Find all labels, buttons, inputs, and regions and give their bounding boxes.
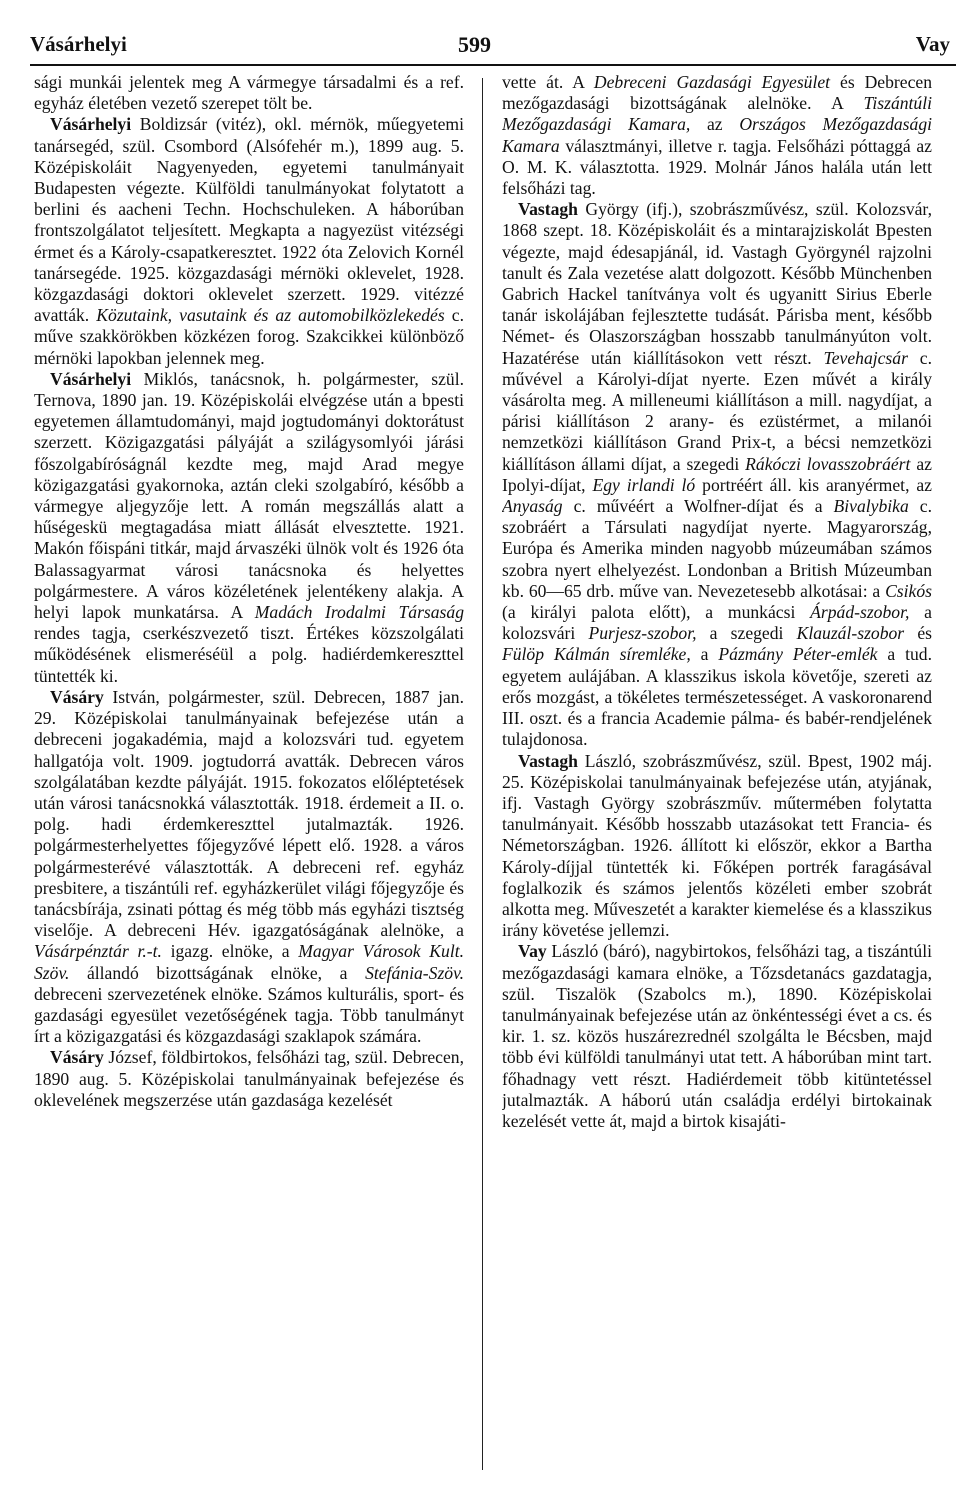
entry-headword: Vay (518, 941, 547, 962)
entry-vasarhelyi-boldizsar: Vásárhelyi Boldizsár (vitéz), okl. mérnök, műegyetemi tanársegéd, szül. Csombord (Alsófehér m.), 1899 aug. 5. Középiskoláit Nagyenyeden, egyetemi tanulmányait Budapesten végezte. Külföldi tanulmányokat folytatott a berlini és aacheni Techn. Hochschuleken. A háborúban frontszolgálatot teljesített. Megkapta a nagyezüst vitézségi érmet és a Károly-csapatkeresztet. 1922 óta Zelovich Kornél tanársegéde. 1925. közgazdasági mérnöki oklevelet, 1928. közgazdasági doktori oklevelet szerzett. 1929. vitézzé avatták. Közutaink, vasutaink és az automobilközlekedés c. műve szakkörökben közkézen forog. Szakcikkei különböző mérnöki lapokban jelennek meg. (34, 114, 464, 368)
page-header (30, 30, 956, 64)
entry-headword: Vásárhelyi (50, 114, 132, 135)
header-right-guideword: Vay (915, 32, 950, 56)
right-column (502, 72, 932, 1474)
header-left-guideword: Vásárhelyi (30, 32, 127, 56)
column-divider (482, 78, 483, 1470)
page-number: 599 (458, 32, 491, 57)
left-column (34, 72, 464, 1474)
entry-headword: Vásáry (50, 1047, 104, 1068)
header-rule (30, 64, 956, 66)
entry-vastagh-laszlo: Vastagh László, szobrászművész, szül. Bpest, 1902 máj. 25. Középiskolai tanulmányainak befejezése után, atyjának, ifj. Vastagh György szobrászműv. műtermében folytatta tanulmányait. Később hosszabb utazásokat tett Francia- és Németországban. 1926. állított ki először, ekkor a Bartha Károly-díjjal tüntették ki. Főképen portrék faragásával foglalkozik és számos jelentős közéleti ember szobrát alkotta meg. Műveszetét a karakter kiemelése és a klasszikus irány követése jellemzi. (502, 750, 932, 941)
entry-vasary-jozsef: Vásáry József, földbirtokos, felsőházi tag, szül. Debrecen, 1890 aug. 5. Középiskolai tanulmányainak befejezése és oklevelének megszerzése után gazdasága kezelését (34, 1047, 464, 1110)
entry-vay-laszlo: Vay László (báró), nagybirtokos, felsőházi tag, a tiszántúli mezőgazdasági kamara elnöke, a Tőzsdetanács gazdatagja, szül. Tiszalök (Szabolcs m.), 1890. Középiskolai tanulmányainak befejezése után az önkéntességi évet a cs. és kir. 1. sz. közös huszárezrednél szolgálta le Bécsben, majd több évi külföldi tanulmányi utat tett. A háborúban mint tart. főhadnagy vett részt. Hadiérdemeit több kitüntetéssel jutalmazták. A háború után családja erdélyi birtokainak kezelését vette át, majd a birtok kisajáti- (502, 941, 932, 1131)
dictionary-page (30, 30, 956, 1480)
entry-headword: Vastagh (518, 199, 578, 220)
entry-vasarhelyi-miklos: Vásárhelyi Miklós, tanácsnok, h. polgármester, szül. Ternova, 1890 jan. 19. Középiskolái elvégzése után a bpesti egyetemen államtudományi, majd jogtudományi doktorátust szerzett. Közigazgatási pályáját a szilágysomlyói járási főszolgabíróságnál kezdte meg, majd Arad megye közigazgatási gyakornoka, aztán cleki szolgabíró, később a vármegye aljegyzője lett. A román megszállás alatt a hűségeskü megtagadása miatt állását elvesztette. 1921. Makón főispáni titkár, majd árvaszéki ülnök volt és 1926 óta Balassagyarmat városi tanácsnoka és helyettes polgármestere. A város közéletének jelentékeny alakja. A helyi lapok munkatársa. A Madách Irodalmi Társaság rendes tagja, cserkészvezető tiszt. Értékes közszolgálati működésének elismeréséül a polg. hadiérdemkereszttel tüntették ki. (34, 368, 464, 686)
entry-headword: Vásáry (50, 686, 104, 707)
entry-headword: Vásárhelyi (50, 368, 132, 389)
entry-vastagh-gyorgy: Vastagh György (ifj.), szobrászművész, szül. Kolozsvár, 1868 szept. 18. Középiskoláit és a mintarajziskolát Bpesten végezte, majd édesapjánál, id. Vastagh Györgynél rajzolni tanult és Zala vezetése alatt dolgozott. Később Münchenben Gabrich Hackel tanítványa volt és ugyanitt Sirius Eberle tanár iskolájában fejlesztette tudását. Párisba ment, később Német- és Olaszországban hosszabb tanulmányúton volt. Hazatérése után kiállításokon vett részt. Tevehajcsár c. művével a Károlyi-díjat nyerte. Ezen művét a király vásárolta meg. A milleneumi kiállításon a mill. nagydíjat, a párisi kiállításon 2 arany- és ezüstérmet, a milanói nemzetközi kiállításon Grand Prix-t, a bécsi nemzetközi kiállításon állami díjat, a szegedi Rákóczi lovasszobráért az Ipolyi-díjat, Egy irlandi ló portréért áll. kis aranyérmet, az Anyaság c. művéért a Wolfner-díjat és a Bivalybika c. szobráért a Társulati nagydíjat nyerte. Magyarország, Európa és Amerika minden nagyobb múzeumában számos szobra nyert elhelyezést. Londonban a British Múzeumban kb. 60—65 drb. műve van. Nevezetesebb alkotásai: a Csikós (a királyi palota előtt), a munkácsi Árpád-szobor, a kolozsvári Purjesz-szobor, a szegedi Klauzál-szobor és Fülöp Kálmán síremléke, a Pázmány Péter-emlék a tud. egyetem aulájában. A klasszikus iskola követője, szereti az erős mozgást, a tökéletes természetességet. A vaskoronarend III. oszt. és a francia Academie pálma- és babér-rendjelének tulajdonosa. (502, 199, 932, 750)
entry-continuation: vette át. A Debreceni Gazdasági Egyesület és Debrecen mezőgazdasági bizottságának alelnöke. A Tiszántúli Mezőgazdasági Kamara, az Országos Mezőgazdasági Kamara választmányi, illetve r. tagja. Felsőházi póttaggá az O. M. K. választotta. 1929. Molnár János halála után lett felsőházi tag. (502, 72, 932, 199)
entry-continuation: sági munkái jelentek meg A vármegye társadalmi és a ref. egyház életében vezető szerepet tölt be. (34, 72, 464, 114)
entry-vasary-istvan: Vásáry István, polgármester, szül. Debrecen, 1887 jan. 29. Középiskolai tanulmányainak befejezése után a debreceni jogakadémia, majd a kolozsvári tud. egyetem hallgatója volt. 1909. jogtudorrá avatták. Debrecen város szolgálatában kezdte pályáját. 1915. fokozatos előléptetések után városi tanácsnokká választották. 1918. érdemeit a II. o. polg. hadi érdemkereszttel jutalmazták. 1926. polgármesterhelyettes főjegyzővé lépett elő. 1928. a város polgármesterévé választották. A debreceni ref. egyház presbitere, a tiszántúli ref. egyházkerület világi főjegyzője és tanácsbírája, zsinati póttag és még több más egyházi tisztség viselője. A debreceni Hév. igazgatóságának alelnöke, a Vásárpénztár r.-t. igazg. elnöke, a Magyar Városok Kult. Szöv. állandó bizottságának elnöke, a Stefánia-Szöv. debreceni szervezetének elnöke. Számos kulturális, sport- és gazdasági egyesület vezetőségének tagja. Több tanulmányt írt a közigazgatási és közgazdasági szaklapok számára. (34, 686, 464, 1047)
entry-headword: Vastagh (518, 750, 578, 771)
